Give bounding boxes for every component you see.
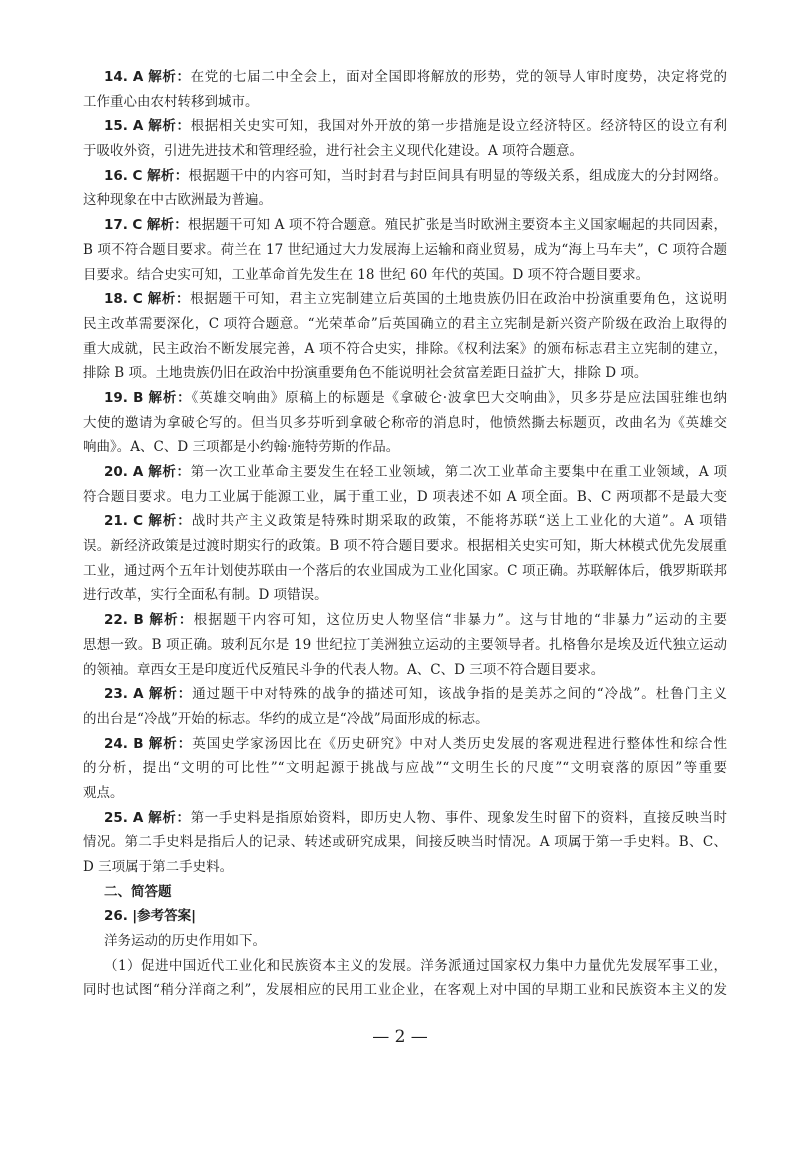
analysis-label: 解析： (148, 735, 193, 752)
answer-key: A (132, 69, 144, 85)
answer-key: C (133, 513, 144, 530)
answer-text: 根据题干内容可知，这位历史人物坚信“非暴力”。这与甘地的“非暴力”运动的主要 (193, 612, 727, 629)
answer-text-line: 观点。 (83, 784, 124, 801)
answer-text: 英国史学家汤因比在《历史研究》中对人类历史发展的客观进程进行整体性和综合性 (192, 735, 727, 752)
answer-text-line: 进行改革，实行全面私有制。D 项错误。 (83, 587, 328, 604)
analysis-label: 解析： (148, 69, 191, 85)
answer-text-line: D 三项属于第二手史料。 (83, 859, 234, 875)
question-number: 15. (104, 118, 128, 135)
answer-key: B (133, 389, 144, 406)
question-number: 25. (104, 809, 128, 826)
question-number: 23. (104, 686, 128, 703)
answer-item (83, 509, 727, 608)
question-number: 19. (104, 389, 128, 406)
answer-first-line (83, 682, 727, 707)
question-26-header (83, 904, 727, 929)
section-heading: 二、简答题 (104, 883, 172, 900)
answer-first-line (83, 114, 727, 139)
answer-text-line: 的分析，提出“文明的可比性”“文明起源于挑战与应战”“文明生长的尺度”“文明衰落的原因”等重要 (83, 760, 727, 777)
answer-key: C (132, 291, 143, 308)
answer-text-line: B 项不符合题目要求。荷兰在 17 世纪通过大力发展海上运输和商业贸易，成为“海上马车夫”，C 项符合题 (83, 241, 727, 258)
answer-item (83, 732, 727, 806)
answer-first-line (83, 164, 727, 189)
question-number: 16. (104, 167, 128, 184)
answer-text-line: 符合题目要求。电力工业属于能源工业，属于重工业，D 项表述不如 A 项全面。B、C 两项都不是最大变 (83, 488, 727, 505)
analysis-label: 解析： (148, 686, 193, 703)
analysis-label: 解析： (147, 291, 191, 308)
answer-text-line: 工业，通过两个五年计划使苏联由一个落后的农业国成为工业化国家。C 项正确。苏联解体后，俄罗斯联邦 (83, 562, 727, 579)
answer-intro: 洋务运动的历史作用如下。 (104, 933, 266, 950)
answer-item (83, 608, 727, 682)
question-number: 22. (104, 612, 128, 629)
answer-text: 第一手史料是指原始资料，即历史人物、事件、现象发生时留下的资料，直接反映当时 (190, 809, 727, 826)
analysis-label: 解析： (147, 167, 189, 184)
question-number: 21. (104, 513, 128, 530)
answer-text: 在党的七届二中全会上，面对全国即将解放的形势，党的领导人审时度势，决定将党的 (190, 69, 727, 85)
question-number: 26. (104, 908, 128, 925)
answer-text-line: 情况。第二手史料是指后人的记录、转述或研究成果，间接反映当时情况。A 项属于第一手史料。B、C、 (83, 834, 727, 851)
answer-item (83, 682, 727, 731)
answer-key: A (132, 118, 144, 135)
analysis-label: 解析： (148, 118, 191, 135)
question-number: 24. (104, 735, 128, 752)
analysis-label: 解析： (149, 612, 194, 629)
answer-first-line (83, 213, 727, 238)
analysis-label: 解析： (148, 464, 191, 480)
answer-item (83, 386, 727, 460)
analysis-label: 解析： (148, 389, 192, 406)
answer-text: 根据题干可知，君主立宪制建立后英国的土地贵族仍旧在政治中扮演重要角色，这说明 (190, 291, 727, 308)
answer-first-line (83, 65, 727, 90)
answer-first-line (83, 732, 727, 757)
question-number: 18. (104, 291, 128, 308)
page-number: — 2 — (372, 1027, 428, 1047)
answer-first-line (83, 386, 727, 411)
answer-text: 根据题干可知 A 项不符合题意。殖民扩张是当时欧洲主要资本主义国家崛起的共同因素， (187, 217, 727, 234)
answer-text-line: 排除 B 项。土地贵族仍旧在政治中扮演重要角色不能说明社会贫富差距日益扩大，排除 D 项。 (83, 365, 648, 382)
answer-key: A (133, 686, 144, 703)
answer-text-line: 重大成就，民主政治不断发展完善，A 项不符合史实，排除。《权利法案》的颁布标志君主立宪制的建立， (83, 340, 727, 357)
answer-text-line: 响曲》。A、C、D 三项都是小约翰·施特劳斯的作品。 (83, 439, 400, 456)
analysis-label: 解析： (146, 217, 188, 234)
answer-text-line: 的领袖。章西女王是印度近代反殖民斗争的代表人物。A、C、D 三项不符合题目要求。 (83, 661, 605, 678)
answer-first-line (83, 509, 727, 534)
answer-first-line (83, 806, 727, 831)
answer-item (83, 213, 727, 287)
answer-content (83, 65, 727, 1003)
answer-item (83, 114, 727, 163)
answer-text: 根据题干中的内容可知，当时封君与封臣间具有明显的等级关系，组成庞大的分封网络。 (188, 167, 727, 184)
analysis-label: 解析： (148, 513, 192, 530)
answer-key: C (132, 217, 143, 234)
answer-text: 通过题干中对特殊的战争的描述可知，该战争指的是美苏之间的“冷战”。杜鲁门主义 (192, 686, 727, 703)
answer-text: 根据相关史实可知，我国对外开放的第一步措施是设立经济特区。经济特区的设立有利 (190, 118, 727, 135)
answer-text: 《英雄交响曲》原稿上的标题是《拿破仑·波拿巴大交响曲》，贝多芬是应法国驻维也纳 (191, 389, 727, 406)
answer-point-line: （1）促进中国近代工业化和民族资本主义的发展。洋务派通过国家权力集中力量优先发展军事工业， (104, 957, 727, 974)
answer-item (83, 164, 727, 213)
analysis-label: 解析： (148, 809, 191, 826)
answer-key: A (132, 809, 144, 826)
answer-text-line: 思想一致。B 项正确。玻利瓦尔是 19 世纪拉丁美洲独立运动的主要领导者。扎格鲁尔是埃及近代独立运动 (83, 636, 727, 653)
answer-item (83, 287, 727, 386)
answer-text: 战时共产主义政策是特殊时期采取的政策，不能将苏联“送上工业化的大道”。A 项错 (191, 513, 727, 530)
answer-key: C (132, 167, 143, 184)
answer-first-line (83, 608, 727, 633)
answer-text-line: 大使的邀请为拿破仑写的。但当贝多芬听到拿破仑称帝的消息时，他愤然撕去标题页，改曲名为《英雄交 (83, 414, 727, 431)
answer-item (83, 806, 727, 880)
reference-answer-label: |参考答案| (132, 908, 197, 925)
answer-first-line (83, 460, 727, 485)
question-number: 14. (104, 69, 128, 85)
answer-text-line: 这种现象在中古欧洲最为普遍。 (83, 192, 272, 209)
question-number: 17. (104, 217, 128, 234)
answer-key: A (132, 464, 144, 480)
question-number: 20. (104, 464, 128, 480)
answer-text-line: 误。新经济政策是过渡时期实行的政策。B 项不符合题目要求。根据相关史实可知，斯大林模式优先发展重 (83, 538, 727, 555)
answer-text-line: 于吸收外资，引进先进技术和管理经验，进行社会主义现代化建设。A 项符合题意。 (83, 143, 584, 160)
answer-text-line: 民主改革需要深化，C 项符合题意。“光荣革命”后英国确立的君主立宪制是新兴资产阶级在政治上取得的 (83, 315, 727, 332)
answer-point-line: 同时也试图“稍分洋商之利”，发展相应的民用工业企业，在客观上对中国的早期工业和民族资本主义的发 (83, 982, 727, 999)
answer-text: 第一次工业革命主要发生在轻工业领域，第二次工业革命主要集中在重工业领域，A 项 (190, 464, 727, 480)
answer-key: B (133, 735, 144, 752)
answer-text-line: 的出台是“冷战”开始的标志。华约的成立是“冷战”局面形成的标志。 (83, 710, 489, 727)
answer-key: B (133, 612, 144, 629)
answer-item (83, 460, 727, 509)
answer-first-line (83, 287, 727, 312)
answer-text-line: 工作重心由农村转移到城市。 (83, 93, 259, 110)
answer-text-line: 目要求。结合史实可知，工业革命首先发生在 18 世纪 60 年代的英国。D 项不符合题目要求。 (83, 266, 650, 283)
answer-item (83, 65, 727, 114)
